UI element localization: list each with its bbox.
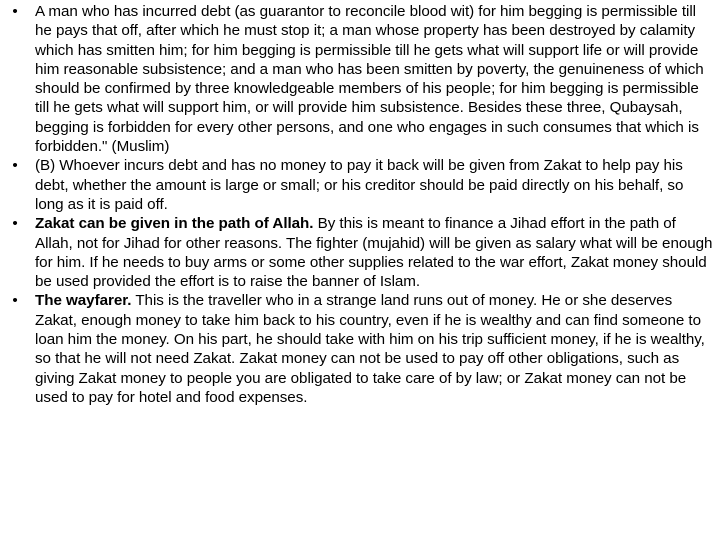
bullet-icon: •	[12, 3, 18, 20]
list-item-debtor	[8, 156, 714, 214]
bullet-icon: •	[12, 292, 18, 310]
bullet-lead: Zakat can be given in the path of Allah.	[35, 215, 314, 233]
bullet-list	[8, 2, 714, 407]
list-item-path-of-allah	[8, 214, 714, 291]
bullet-text: By this is meant to finance a Jihad effort in the path of Allah, not for Jihad for other reasons. The fighter (mujahid) will be given as salary what will be enough for him. If he needs to buy arms or some other supplies related to the war effort, Zakat money should be used provided the effort is to raise the banner of Islam.	[35, 215, 713, 291]
bullet-icon: •	[12, 215, 18, 233]
list-item-wayfarer	[8, 291, 714, 407]
bullet-icon: •	[12, 157, 18, 175]
list-item-guarantor-debt	[8, 2, 714, 156]
bullet-lead: The wayfarer.	[35, 292, 132, 310]
bullet-text: This is the traveller who in a strange land runs out of money. He or she deserves Zakat, enough money to take him back to his country, even if he is wealthy and can find someone to loan him the money. On his part, he should take with him on his trip sufficient money, if he is wealthy, so that he will not need Zakat. Zakat money can not be used to pay off other obligations, such as giving Zakat money to people you are obligated to take care of by law; or Zakat money can not be used to pay for hotel and food expenses.	[35, 292, 705, 406]
bullet-text: (B) Whoever incurs debt and has no money to pay it back will be given from Zakat to help pay his debt, whether the amount is large or small; or his creditor should be paid directly on his behalf, so long as it is paid off.	[35, 157, 684, 213]
bullet-text: A man who has incurred debt (as guarantor to reconcile blood wit) for him begging is permissible till he pays that off, after which he must stop it; a man whose property has been destroyed by calamity which has smitten him; for him begging is permissible till he gets what will support life or will provide him reasonable subsistence; and a man who has been smitten by poverty, the genuineness of which should be confirmed by three knowledgeable members of his people; for him begging is permissible till he gets what will support him, or will provide him subsistence. Besides these three, Qubaysah, begging is forbidden for every other persons, and one who engages in such consumes that which is forbidden." (Muslim)	[35, 3, 704, 156]
document-page	[0, 2, 720, 542]
